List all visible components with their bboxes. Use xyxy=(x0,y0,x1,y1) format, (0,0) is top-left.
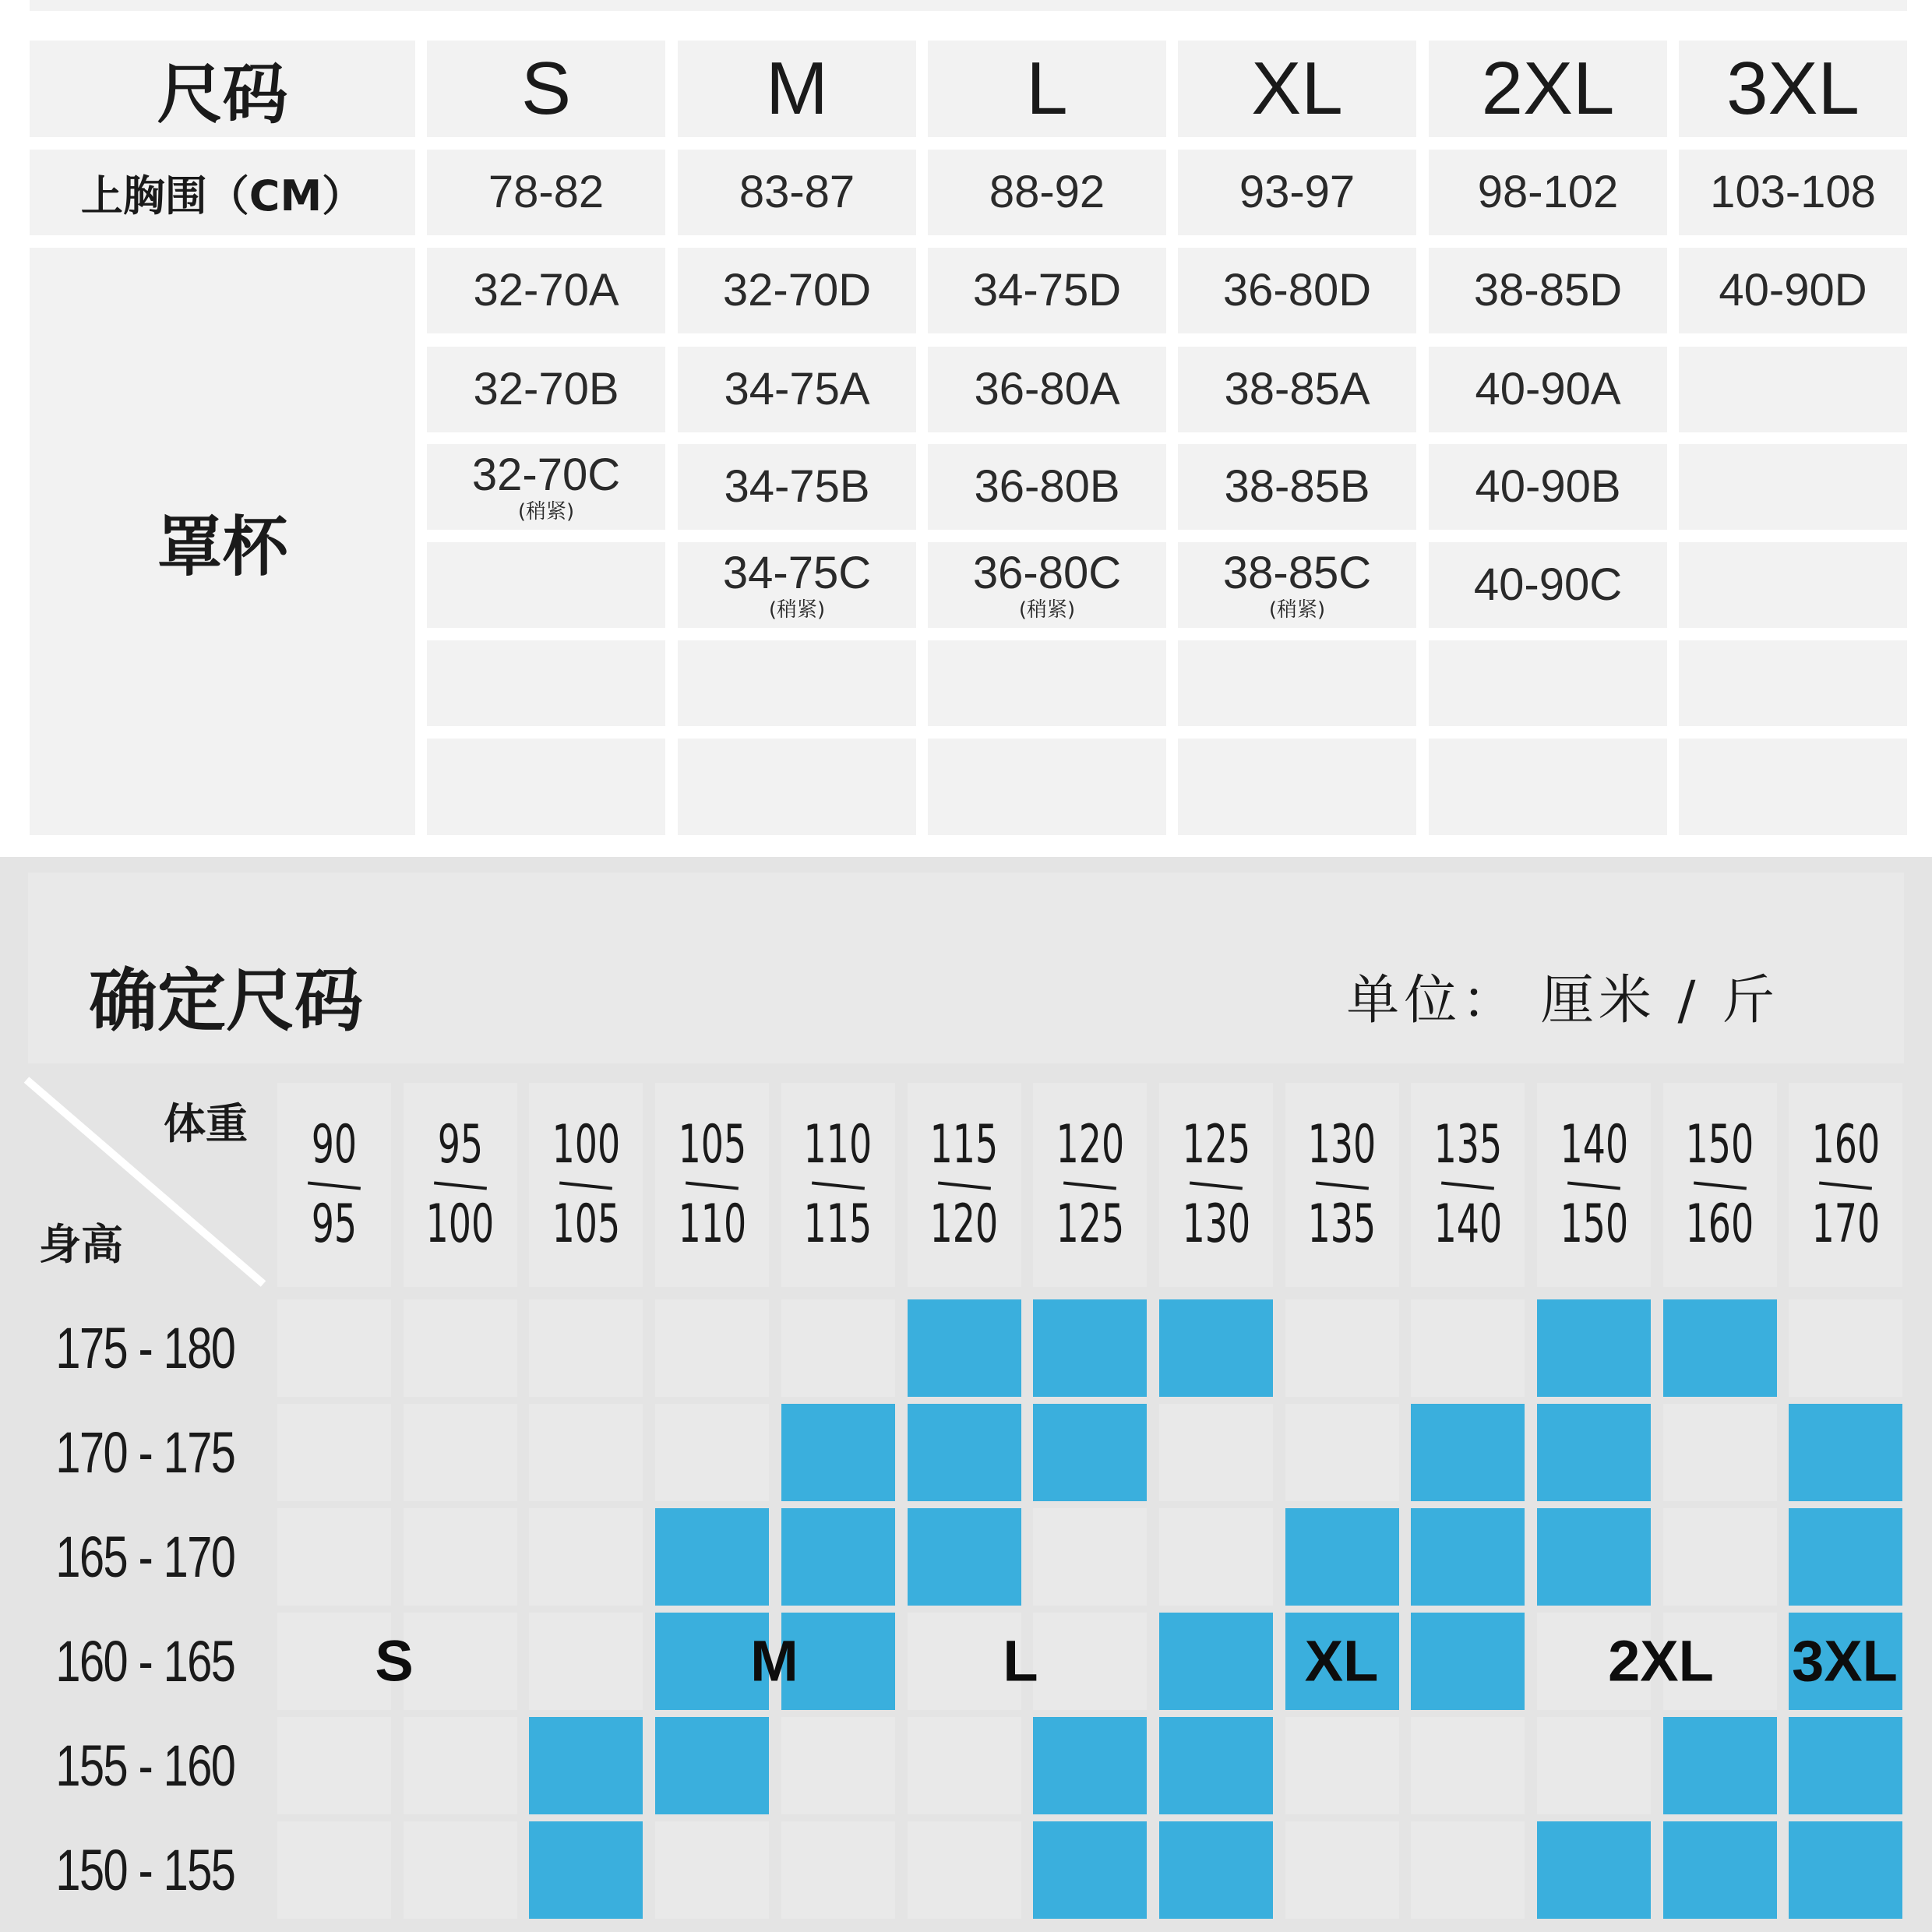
size-cell-filled xyxy=(781,1404,895,1501)
cup-label: 罩杯 xyxy=(157,508,288,585)
size-cell-empty xyxy=(1663,1404,1777,1501)
cup-value-cell xyxy=(1679,444,1907,530)
size-cell-filled xyxy=(781,1508,895,1606)
size-cell-filled xyxy=(1789,1508,1902,1606)
cup-value: 38-85B xyxy=(1224,460,1370,512)
cup-value: 36-80D xyxy=(1222,264,1372,316)
height-row-label xyxy=(28,1613,262,1710)
size-cell-empty xyxy=(655,1299,769,1397)
weight-range-divider xyxy=(1819,1181,1872,1190)
height-range: 160 - 165 xyxy=(55,1629,234,1694)
cup-value-cell xyxy=(1679,739,1907,835)
height-row-label xyxy=(28,1404,262,1501)
chest-value: 88-92 xyxy=(989,166,1105,217)
height-range: 155 - 160 xyxy=(55,1733,234,1798)
height-row-label xyxy=(28,1821,262,1919)
weight-range-bottom: 110 xyxy=(678,1193,746,1255)
size-label-3xl: 3XL xyxy=(1792,1628,1898,1694)
cup-note: (稍紧) xyxy=(1018,598,1076,622)
cup-value: 38-85A xyxy=(1224,363,1370,414)
chest-value: 103-108 xyxy=(1710,166,1876,217)
size-cell-filled xyxy=(1033,1404,1147,1501)
cup-value: 34-75D xyxy=(972,264,1122,316)
cup-value-cell xyxy=(1178,444,1416,530)
weight-column-header xyxy=(781,1083,895,1287)
weight-range-bottom: 125 xyxy=(1056,1193,1124,1255)
size-cell-empty xyxy=(277,1404,391,1501)
size-chart-section xyxy=(0,857,1932,1932)
height-range: 170 - 175 xyxy=(55,1420,234,1485)
size-header-2xl xyxy=(1429,41,1667,137)
size-cell-empty xyxy=(1411,1299,1525,1397)
size-cell-empty xyxy=(1159,1404,1273,1501)
size-cell-empty xyxy=(1033,1613,1147,1710)
weight-range-top: 135 xyxy=(1433,1114,1503,1176)
cup-value: 40-90A xyxy=(1475,363,1621,414)
size-cell-empty xyxy=(277,1508,391,1606)
cup-value-cell xyxy=(928,444,1166,530)
weight-range-divider xyxy=(1441,1181,1494,1190)
weight-range-top: 90 xyxy=(311,1114,358,1176)
cup-value-cell xyxy=(928,347,1166,432)
cup-value: 34-75A xyxy=(724,363,870,414)
weight-column-header xyxy=(277,1083,391,1287)
chest-value: 93-97 xyxy=(1239,166,1356,217)
cup-value: 38-85C xyxy=(1222,547,1372,598)
weight-range-top: 120 xyxy=(1056,1114,1124,1176)
weight-column-header xyxy=(1411,1083,1525,1287)
size-cell-empty xyxy=(908,1821,1021,1919)
weight-range-top: 105 xyxy=(678,1114,746,1176)
cup-value-cell xyxy=(1178,347,1416,432)
weight-range-bottom: 115 xyxy=(804,1193,873,1255)
size-cell-empty xyxy=(1159,1508,1273,1606)
size-cell-empty xyxy=(404,1717,517,1814)
size-cell-filled xyxy=(1537,1508,1651,1606)
size-cell-filled xyxy=(908,1299,1021,1397)
size-cell-filled xyxy=(1033,1717,1147,1814)
size-header-xl xyxy=(1178,41,1416,137)
size-cell-filled xyxy=(529,1717,643,1814)
height-range: 150 - 155 xyxy=(55,1838,234,1902)
weight-range-bottom: 105 xyxy=(552,1193,621,1255)
size-header-label xyxy=(30,41,415,137)
cup-value-cell xyxy=(427,739,665,835)
size-cell-empty xyxy=(1033,1508,1147,1606)
chest-value-cell xyxy=(1429,150,1667,235)
size-cell-empty xyxy=(1411,1717,1525,1814)
cup-note: (稍紧) xyxy=(1268,598,1326,622)
cup-note: (稍紧) xyxy=(517,500,575,524)
cup-note: (稍紧) xyxy=(768,598,826,622)
cup-value-cell xyxy=(678,739,916,835)
weight-range-top: 95 xyxy=(437,1114,483,1176)
size-cell-empty xyxy=(277,1717,391,1814)
size-header-value: L xyxy=(1026,47,1068,130)
size-cell-empty xyxy=(529,1299,643,1397)
cup-value: 38-85D xyxy=(1473,264,1623,316)
size-cell-empty xyxy=(1789,1299,1902,1397)
cup-value-cell xyxy=(678,444,916,530)
size-cell-empty xyxy=(277,1299,391,1397)
cup-value-cell xyxy=(928,542,1166,628)
size-cell-empty xyxy=(1285,1404,1399,1501)
cup-value-cell xyxy=(1679,640,1907,726)
weight-range-bottom: 170 xyxy=(1811,1193,1881,1255)
size-cell-filled xyxy=(1159,1299,1273,1397)
cup-value-cell xyxy=(1429,640,1667,726)
cup-value: 34-75B xyxy=(724,460,870,512)
cup-value-cell xyxy=(1679,248,1907,333)
chest-value-cell xyxy=(1679,150,1907,235)
size-cell-empty xyxy=(1537,1717,1651,1814)
cup-value: 40-90D xyxy=(1719,264,1867,316)
weight-range-divider xyxy=(559,1181,612,1190)
size-header-s xyxy=(427,41,665,137)
weight-range-top: 125 xyxy=(1182,1114,1250,1176)
size-chart-title: 确定尺码 xyxy=(89,961,364,1041)
unit-label: 单位： 厘米 / 斤 xyxy=(1346,970,1779,1031)
size-header-m xyxy=(678,41,916,137)
weight-axis-label: 体重 xyxy=(164,1099,248,1148)
cup-value-cell xyxy=(678,640,916,726)
cup-value-cell xyxy=(427,444,665,530)
size-header-value: XL xyxy=(1251,47,1343,130)
size-cell-filled xyxy=(1663,1299,1777,1397)
cup-value-cell xyxy=(1429,347,1667,432)
size-cell-empty xyxy=(781,1821,895,1919)
weight-range-top: 115 xyxy=(929,1114,999,1176)
cup-value-cell xyxy=(928,739,1166,835)
size-label-2xl: 2XL xyxy=(1608,1628,1714,1694)
size-cell-filled xyxy=(1159,1613,1273,1710)
cup-value-cell xyxy=(1679,542,1907,628)
size-cell-empty xyxy=(1411,1821,1525,1919)
cup-value: 40-90C xyxy=(1473,559,1623,610)
cup-value: 34-75C xyxy=(722,547,872,598)
size-table xyxy=(0,0,1932,857)
size-cell-filled xyxy=(1789,1821,1902,1919)
size-cell-filled xyxy=(1411,1404,1525,1501)
cup-value-cell xyxy=(1429,739,1667,835)
height-axis-label: 身高 xyxy=(39,1220,123,1269)
size-cell-empty xyxy=(655,1821,769,1919)
weight-range-bottom: 130 xyxy=(1182,1193,1250,1255)
cup-value-cell xyxy=(678,347,916,432)
cup-value-cell xyxy=(678,542,916,628)
weight-column-header xyxy=(404,1083,517,1287)
size-header-text: 尺码 xyxy=(157,55,288,132)
weight-range-bottom: 120 xyxy=(929,1193,999,1255)
cup-label-cell xyxy=(30,248,415,835)
size-cell-empty xyxy=(404,1821,517,1919)
weight-range-divider xyxy=(308,1181,361,1190)
cup-value-cell xyxy=(427,347,665,432)
weight-range-bottom: 160 xyxy=(1685,1193,1754,1255)
size-cell-filled xyxy=(1033,1299,1147,1397)
height-range: 175 - 180 xyxy=(55,1316,234,1380)
cup-value-cell xyxy=(427,542,665,628)
cup-value: 36-80A xyxy=(974,363,1120,414)
size-cell-filled xyxy=(1159,1821,1273,1919)
weight-range-top: 130 xyxy=(1307,1114,1377,1176)
chest-label-cell xyxy=(30,150,415,235)
size-cell-filled xyxy=(908,1508,1021,1606)
chest-value-cell xyxy=(928,150,1166,235)
height-range: 165 - 170 xyxy=(55,1525,234,1589)
weight-column-header xyxy=(1789,1083,1902,1287)
size-label-l: L xyxy=(1003,1628,1038,1694)
weight-range-top: 140 xyxy=(1560,1114,1628,1176)
cup-value: 36-80B xyxy=(974,460,1120,512)
size-cell-empty xyxy=(781,1299,895,1397)
chest-value: 83-87 xyxy=(739,166,855,217)
weight-range-divider xyxy=(1316,1181,1369,1190)
weight-range-divider xyxy=(812,1181,865,1190)
size-header-value: M xyxy=(766,47,828,130)
weight-range-divider xyxy=(686,1181,739,1190)
size-header-3xl xyxy=(1679,41,1907,137)
cup-value-cell xyxy=(928,640,1166,726)
size-header-value: 2XL xyxy=(1481,47,1615,130)
weight-range-bottom: 135 xyxy=(1307,1193,1377,1255)
weight-range-top: 110 xyxy=(804,1114,873,1176)
size-cell-empty xyxy=(404,1299,517,1397)
size-cell-empty xyxy=(529,1613,643,1710)
size-cell-filled xyxy=(1537,1821,1651,1919)
size-cell-empty xyxy=(908,1717,1021,1814)
cup-value-cell xyxy=(1178,248,1416,333)
cup-value-cell xyxy=(1679,347,1907,432)
height-row-label xyxy=(28,1717,262,1814)
size-label-m: M xyxy=(750,1628,799,1694)
size-cell-filled xyxy=(1411,1508,1525,1606)
size-cell-empty xyxy=(655,1404,769,1501)
size-cell-filled xyxy=(1159,1717,1273,1814)
cup-value: 36-80C xyxy=(972,547,1122,598)
size-cell-empty xyxy=(781,1717,895,1814)
size-cell-filled xyxy=(1789,1404,1902,1501)
size-cell-empty xyxy=(277,1613,391,1710)
size-label-xl: XL xyxy=(1304,1628,1379,1694)
size-cell-filled xyxy=(1663,1717,1777,1814)
size-cell-filled xyxy=(655,1508,769,1606)
size-cell-empty xyxy=(404,1404,517,1501)
cup-value: 32-70B xyxy=(473,363,619,414)
cup-value-cell xyxy=(1178,739,1416,835)
size-cell-filled xyxy=(1411,1613,1525,1710)
weight-column-header xyxy=(1663,1083,1777,1287)
size-cell-filled xyxy=(529,1821,643,1919)
cup-value-cell xyxy=(1429,444,1667,530)
size-cell-filled xyxy=(1537,1404,1651,1501)
size-cell-empty xyxy=(1285,1821,1399,1919)
cup-value-cell xyxy=(1429,248,1667,333)
weight-column-header xyxy=(1033,1083,1147,1287)
chest-value: 78-82 xyxy=(488,166,605,217)
cup-value: 40-90B xyxy=(1475,460,1621,512)
weight-range-divider xyxy=(1063,1181,1116,1190)
cup-value-cell xyxy=(427,640,665,726)
height-row-label xyxy=(28,1299,262,1397)
chest-value-cell xyxy=(678,150,916,235)
weight-range-top: 100 xyxy=(552,1114,621,1176)
weight-range-divider xyxy=(1694,1181,1747,1190)
size-cell-empty xyxy=(1285,1299,1399,1397)
cup-value-cell xyxy=(1178,542,1416,628)
weight-range-divider xyxy=(937,1181,990,1190)
size-label-s: S xyxy=(375,1628,414,1694)
size-header-l xyxy=(928,41,1166,137)
chest-value: 98-102 xyxy=(1477,166,1619,217)
weight-column-header xyxy=(1537,1083,1651,1287)
size-cell-filled xyxy=(1663,1821,1777,1919)
weight-range-top: 160 xyxy=(1811,1114,1881,1176)
weight-column-header xyxy=(655,1083,769,1287)
size-cell-filled xyxy=(1537,1299,1651,1397)
size-header-value: S xyxy=(520,47,572,130)
weight-range-top: 150 xyxy=(1685,1114,1754,1176)
weight-range-divider xyxy=(1190,1181,1243,1190)
chest-value-cell xyxy=(427,150,665,235)
cup-value-cell xyxy=(1178,640,1416,726)
size-cell-empty xyxy=(529,1404,643,1501)
size-cell-filled xyxy=(655,1717,769,1814)
cup-value: 32-70D xyxy=(722,264,872,316)
weight-range-bottom: 140 xyxy=(1433,1193,1503,1255)
height-row-label xyxy=(28,1508,262,1606)
cup-value: 32-70C xyxy=(471,449,621,500)
size-chart-header xyxy=(28,873,1904,1063)
weight-range-divider xyxy=(434,1181,487,1190)
size-cell-empty xyxy=(404,1508,517,1606)
size-cell-empty xyxy=(1663,1508,1777,1606)
cup-value-cell xyxy=(427,248,665,333)
top-divider xyxy=(30,0,1907,11)
size-header-value: 3XL xyxy=(1726,47,1860,130)
weight-column-header xyxy=(1285,1083,1399,1287)
weight-column-header xyxy=(908,1083,1021,1287)
size-cell-filled xyxy=(1033,1821,1147,1919)
size-cell-filled xyxy=(1285,1508,1399,1606)
size-cell-empty xyxy=(529,1508,643,1606)
weight-range-bottom: 150 xyxy=(1560,1193,1628,1255)
size-cell-empty xyxy=(277,1821,391,1919)
chest-label: 上胸围（CM） xyxy=(80,171,365,220)
size-cell-empty xyxy=(404,1613,517,1710)
size-cell-filled xyxy=(1789,1717,1902,1814)
weight-column-header xyxy=(1159,1083,1273,1287)
weight-column-header xyxy=(529,1083,643,1287)
cup-value-cell xyxy=(678,248,916,333)
weight-range-bottom: 95 xyxy=(311,1193,358,1255)
chest-value-cell xyxy=(1178,150,1416,235)
cup-value: 32-70A xyxy=(473,264,619,316)
size-cell-empty xyxy=(1285,1717,1399,1814)
weight-range-divider xyxy=(1567,1181,1620,1190)
cup-value-cell xyxy=(1429,542,1667,628)
weight-range-bottom: 100 xyxy=(425,1193,495,1255)
cup-value-cell xyxy=(928,248,1166,333)
size-cell-filled xyxy=(908,1404,1021,1501)
